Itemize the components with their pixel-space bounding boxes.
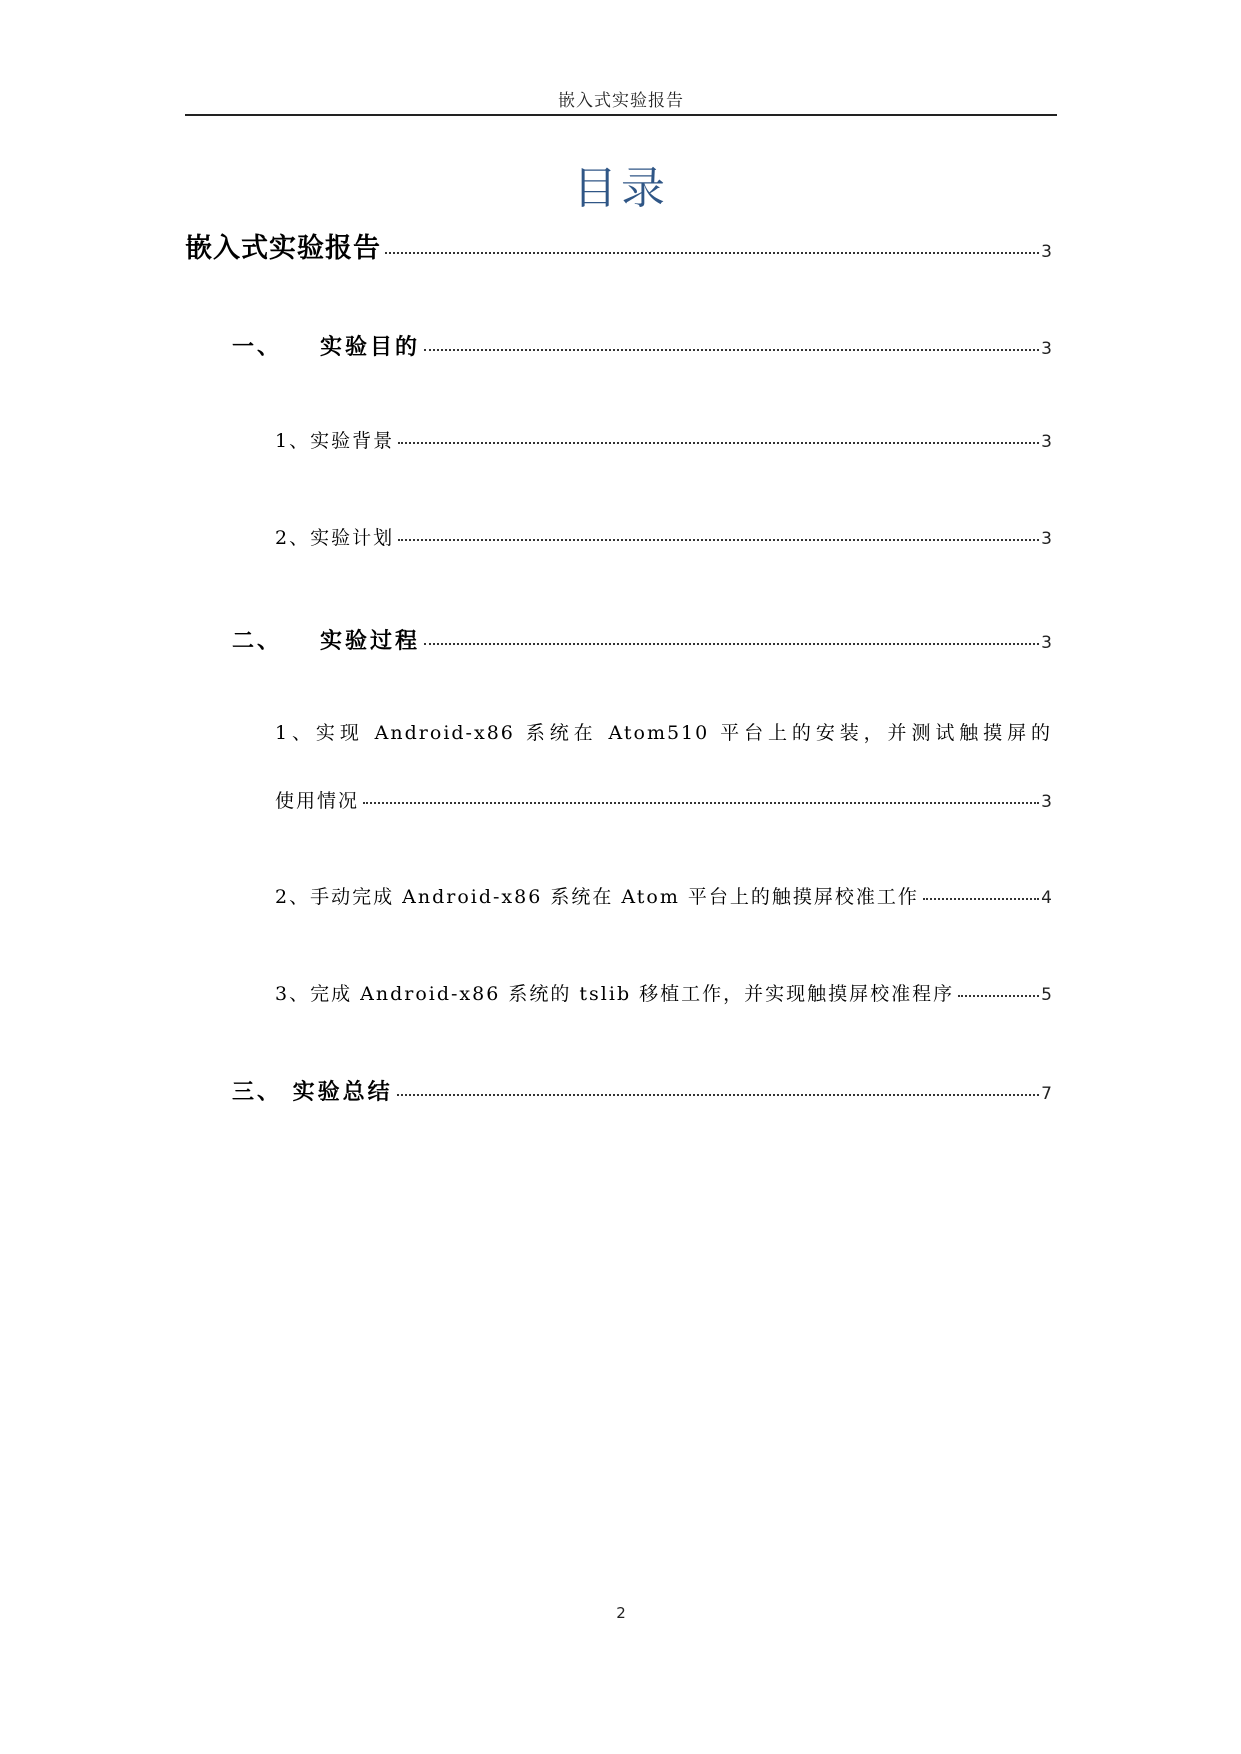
header-rule: [185, 114, 1057, 116]
toc-page-number: 5: [1041, 985, 1052, 1005]
toc-leader: [424, 349, 1039, 351]
toc-entry-report-title[interactable]: [185, 226, 1052, 265]
toc-entry-install-line1[interactable]: 1、实现 Android-x86 系统在 Atom510 平台上的安装，并测试触摸屏的: [275, 722, 1052, 744]
toc-entry-text: 嵌入式实验报告: [185, 233, 381, 264]
toc-entry-text: 2、手动完成 Android-x86 系统在 Atom 平台上的触摸屏校准工作: [275, 886, 919, 908]
toc-page-number: 4: [1041, 888, 1052, 908]
toc-entry-text: 使用情况: [275, 790, 360, 812]
toc-entry-manual-calibration[interactable]: [275, 882, 1052, 909]
toc-leader: [923, 898, 1039, 900]
toc-leader: [424, 643, 1039, 645]
toc-title: 目录: [573, 163, 669, 214]
toc-page-number: 3: [1041, 432, 1052, 452]
toc-section-number: 二、: [232, 628, 283, 654]
toc-leader: [398, 442, 1039, 444]
toc-page-number: 3: [1041, 529, 1052, 549]
toc-leader: [397, 1094, 1040, 1096]
toc-entry-tslib-port[interactable]: [275, 979, 1052, 1006]
toc-entry-text: 1、实验背景: [275, 430, 395, 452]
toc-entry-text: 2、实验计划: [275, 527, 395, 549]
toc-entry-process[interactable]: [232, 624, 1052, 655]
toc-leader: [385, 252, 1039, 254]
toc-leader: [363, 802, 1039, 804]
toc-entry-text: 三、 实验总结: [232, 1079, 393, 1105]
page-number: 2: [616, 1604, 626, 1622]
toc-entry-background[interactable]: [275, 426, 1052, 453]
toc-page-number: 3: [1041, 792, 1052, 812]
toc-page-number: 3: [1041, 339, 1052, 359]
toc-entry-purpose[interactable]: [232, 330, 1052, 361]
toc-entry-install[interactable]: [275, 786, 1052, 813]
toc-entry-summary[interactable]: [232, 1075, 1052, 1106]
toc-section-number: 一、: [232, 334, 283, 360]
toc-section-title: 实验目的: [320, 334, 421, 360]
toc-page-number: 3: [1041, 242, 1052, 262]
toc-leader: [398, 539, 1039, 541]
toc-section-title: 实验过程: [320, 628, 421, 654]
toc-entry-text: [232, 330, 420, 361]
toc-entry-plan[interactable]: [275, 523, 1052, 550]
toc-page-number: 7: [1041, 1084, 1052, 1104]
toc-page-number: 3: [1041, 633, 1052, 653]
toc-entry-text: 3、完成 Android-x86 系统的 tslib 移植工作，并实现触摸屏校准程序: [275, 983, 955, 1005]
toc-entry-text: [232, 624, 420, 655]
toc-leader: [958, 995, 1039, 997]
running-header: 嵌入式实验报告: [558, 91, 684, 111]
